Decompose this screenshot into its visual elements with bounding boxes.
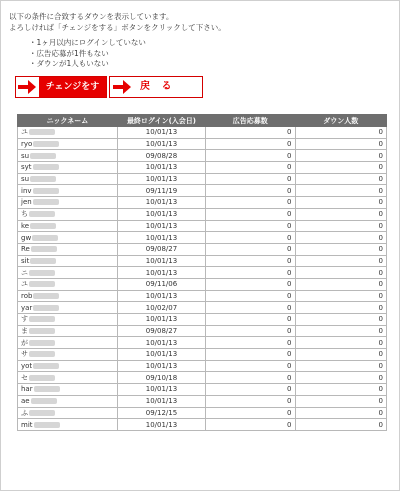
cell-last-login <box>117 384 205 396</box>
cell-down-count <box>295 360 387 372</box>
cell-last-login-text: 09/08/27 <box>145 327 178 336</box>
cell-ad-count-text: 0 <box>287 397 292 406</box>
redacted-name-blur <box>34 386 60 392</box>
cell-last-login-text: 10/01/13 <box>145 221 178 230</box>
table-row <box>18 185 387 197</box>
cell-down-count-text: 0 <box>378 327 383 336</box>
cell-nickname[interactable] <box>18 407 118 419</box>
cell-nickname-text: su <box>21 175 30 184</box>
back-button-label: 戻 る <box>140 81 176 92</box>
cell-ad-count <box>206 173 296 185</box>
cell-ad-count-text: 0 <box>287 303 292 312</box>
table-row <box>18 243 387 255</box>
cell-ad-count-text: 0 <box>287 163 292 172</box>
cell-ad-count <box>206 162 296 174</box>
cell-ad-count-text: 0 <box>287 373 292 382</box>
arrow-right-icon <box>110 77 134 97</box>
cell-nickname[interactable] <box>18 138 118 150</box>
cell-last-login-text: 10/01/13 <box>145 385 178 394</box>
cell-nickname-text: har <box>21 385 33 394</box>
redacted-name-blur <box>33 164 59 170</box>
intro-line-2: よろしければ「チェンジをする」ボタンをクリックして下さい。 <box>9 23 226 32</box>
cell-down-count-text: 0 <box>378 373 383 382</box>
cell-last-login <box>117 407 205 419</box>
cell-ad-count <box>206 220 296 232</box>
cell-nickname[interactable] <box>18 243 118 255</box>
condition-item: ・ダウンが1人もいない <box>29 59 109 68</box>
cell-ad-count <box>206 384 296 396</box>
cell-nickname[interactable] <box>18 395 118 407</box>
cell-nickname[interactable] <box>18 173 118 185</box>
table-row <box>18 162 387 174</box>
cell-ad-count-text: 0 <box>287 338 292 347</box>
cell-nickname-text: セ <box>21 373 28 382</box>
cell-down-count-text: 0 <box>378 163 383 172</box>
cell-nickname[interactable] <box>18 162 118 174</box>
cell-nickname[interactable] <box>18 197 118 209</box>
intro-text <box>9 11 226 33</box>
table-row <box>18 150 387 162</box>
cell-last-login-text: 10/01/13 <box>145 350 178 359</box>
redacted-name-blur <box>31 398 57 404</box>
cell-nickname-text: ち <box>21 210 28 219</box>
cell-nickname[interactable] <box>18 314 118 326</box>
cell-last-login <box>117 185 205 197</box>
cell-nickname[interactable] <box>18 290 118 302</box>
cell-nickname[interactable] <box>18 220 118 232</box>
arrow-right-icon <box>16 77 39 97</box>
redacted-name-blur <box>29 281 55 287</box>
cell-last-login <box>117 162 205 174</box>
cell-nickname-text: す <box>21 315 28 324</box>
cell-down-count <box>295 150 387 162</box>
cell-ad-count <box>206 395 296 407</box>
redacted-name-blur <box>33 305 59 311</box>
cell-last-login-text: 09/08/28 <box>145 151 178 160</box>
cell-ad-count-text: 0 <box>287 420 292 429</box>
cell-down-count-text: 0 <box>378 362 383 371</box>
cell-ad-count <box>206 255 296 267</box>
cell-nickname[interactable] <box>18 150 118 162</box>
table-row <box>18 395 387 407</box>
cell-down-count-text: 0 <box>378 198 383 207</box>
table-row <box>18 173 387 185</box>
cell-ad-count <box>206 407 296 419</box>
cell-ad-count-text: 0 <box>287 140 292 149</box>
cell-last-login-text: 09/11/19 <box>145 186 178 195</box>
cell-last-login-text: 10/01/13 <box>145 163 178 172</box>
cell-ad-count <box>206 150 296 162</box>
table-header-row <box>18 115 387 127</box>
cell-last-login <box>117 138 205 150</box>
cell-down-count <box>295 173 387 185</box>
cell-nickname[interactable] <box>18 349 118 361</box>
cell-nickname-text: syt <box>21 163 32 172</box>
redacted-name-blur <box>29 340 55 346</box>
cell-nickname[interactable] <box>18 127 118 139</box>
cell-last-login <box>117 243 205 255</box>
cell-last-login-text: 10/01/13 <box>145 233 178 242</box>
cell-down-count-text: 0 <box>378 186 383 195</box>
cell-ad-count <box>206 138 296 150</box>
cell-down-count <box>295 138 387 150</box>
cell-ad-count <box>206 127 296 139</box>
redacted-name-blur <box>29 375 55 381</box>
cell-last-login-text: 10/02/07 <box>145 303 178 312</box>
cell-down-count <box>295 419 387 431</box>
cell-last-login <box>117 197 205 209</box>
table-row <box>18 232 387 244</box>
cell-last-login <box>117 302 205 314</box>
cell-nickname[interactable] <box>18 232 118 244</box>
cell-last-login-text: 09/10/18 <box>145 373 178 382</box>
cell-last-login-text: 10/01/13 <box>145 362 178 371</box>
cell-last-login <box>117 150 205 162</box>
cell-nickname-text: が <box>21 338 28 347</box>
cell-last-login-text: 09/12/15 <box>145 408 178 417</box>
cell-ad-count <box>206 197 296 209</box>
cell-nickname-text: mit <box>21 420 33 429</box>
cell-last-login-text: 10/01/13 <box>145 128 178 137</box>
cell-ad-count-text: 0 <box>287 268 292 277</box>
cell-ad-count-text: 0 <box>287 256 292 265</box>
cell-down-count-text: 0 <box>378 210 383 219</box>
cell-last-login-text: 10/01/13 <box>145 420 178 429</box>
cell-ad-count-text: 0 <box>287 210 292 219</box>
cell-nickname[interactable] <box>18 384 118 396</box>
table-row <box>18 208 387 220</box>
table-row <box>18 419 387 431</box>
cell-ad-count <box>206 337 296 349</box>
cell-nickname[interactable] <box>18 302 118 314</box>
redacted-name-blur <box>29 211 55 217</box>
cell-nickname-text: ae <box>21 397 30 406</box>
cell-down-count-text: 0 <box>378 420 383 429</box>
table-row <box>18 138 387 150</box>
cell-last-login-text: 09/11/06 <box>145 280 178 289</box>
cell-down-count-text: 0 <box>378 408 383 417</box>
cell-nickname-text: sit <box>21 256 30 265</box>
table-row <box>18 384 387 396</box>
cell-ad-count <box>206 325 296 337</box>
cell-ad-count-text: 0 <box>287 151 292 160</box>
table-row <box>18 360 387 372</box>
cell-nickname-text: ryo <box>21 140 33 149</box>
cell-down-count <box>295 127 387 139</box>
cell-down-count <box>295 232 387 244</box>
table-row <box>18 372 387 384</box>
redacted-name-blur <box>33 188 59 194</box>
cell-nickname-text: ニ <box>21 268 28 277</box>
cell-last-login-text: 10/01/13 <box>145 338 178 347</box>
redacted-name-blur <box>30 258 56 264</box>
table-body <box>18 127 387 431</box>
col-header-nickname: ニックネーム <box>18 115 118 127</box>
cell-ad-count <box>206 349 296 361</box>
cell-last-login <box>117 325 205 337</box>
redacted-name-blur <box>29 129 55 135</box>
cell-last-login <box>117 314 205 326</box>
cell-last-login <box>117 337 205 349</box>
cell-last-login-text: 10/01/13 <box>145 256 178 265</box>
cell-nickname[interactable] <box>18 372 118 384</box>
cell-ad-count-text: 0 <box>287 233 292 242</box>
condition-list <box>29 38 146 70</box>
cell-last-login-text: 10/01/13 <box>145 268 178 277</box>
cell-last-login-text: 10/01/13 <box>145 175 178 184</box>
redacted-name-blur <box>30 153 56 159</box>
cell-down-count <box>295 290 387 302</box>
cell-last-login <box>117 349 205 361</box>
cell-down-count-text: 0 <box>378 245 383 254</box>
cell-last-login-text: 10/01/13 <box>145 210 178 219</box>
redacted-name-blur <box>33 199 59 205</box>
table-row <box>18 267 387 279</box>
cell-ad-count-text: 0 <box>287 186 292 195</box>
cell-ad-count <box>206 290 296 302</box>
cell-last-login <box>117 267 205 279</box>
cell-last-login <box>117 278 205 290</box>
cell-last-login-text: 10/01/13 <box>145 140 178 149</box>
col-header-down-count: ダウン人数 <box>295 115 387 127</box>
cell-ad-count <box>206 278 296 290</box>
cell-ad-count <box>206 302 296 314</box>
cell-down-count-text: 0 <box>378 151 383 160</box>
col-header-last-login: 最終ログイン(入会日) <box>117 115 205 127</box>
cell-ad-count <box>206 267 296 279</box>
cell-ad-count-text: 0 <box>287 198 292 207</box>
table-row <box>18 220 387 232</box>
cell-nickname-text: yot <box>21 362 33 371</box>
cell-down-count <box>295 349 387 361</box>
cell-down-count-text: 0 <box>378 385 383 394</box>
cell-down-count <box>295 243 387 255</box>
cell-last-login-text: 09/08/27 <box>145 245 178 254</box>
cell-down-count <box>295 395 387 407</box>
cell-ad-count <box>206 372 296 384</box>
cell-down-count <box>295 255 387 267</box>
cell-nickname[interactable] <box>18 278 118 290</box>
redacted-name-blur <box>34 422 60 428</box>
cell-ad-count-text: 0 <box>287 362 292 371</box>
cell-ad-count-text: 0 <box>287 175 292 184</box>
cell-nickname[interactable] <box>18 337 118 349</box>
cell-ad-count <box>206 243 296 255</box>
cell-down-count <box>295 162 387 174</box>
cell-last-login <box>117 232 205 244</box>
cell-ad-count <box>206 314 296 326</box>
condition-item: ・1ヶ月以内にログインしていない <box>29 38 146 47</box>
condition-item: ・広告応募が1件もない <box>29 48 109 58</box>
cell-nickname-text: ふ <box>21 408 28 417</box>
cell-down-count-text: 0 <box>378 128 383 137</box>
cell-down-count-text: 0 <box>378 221 383 230</box>
cell-nickname[interactable] <box>18 255 118 267</box>
redacted-name-blur <box>29 351 55 357</box>
cell-down-count-text: 0 <box>378 256 383 265</box>
redacted-name-blur <box>32 235 58 241</box>
cell-nickname-text: rob <box>21 291 33 300</box>
table-row <box>18 407 387 419</box>
redacted-name-blur <box>29 316 55 322</box>
cell-nickname[interactable] <box>18 267 118 279</box>
cell-nickname-text: ke <box>21 221 30 230</box>
cell-down-count <box>295 384 387 396</box>
table-row <box>18 255 387 267</box>
back-button[interactable] <box>109 76 203 98</box>
cell-nickname-text: jen <box>21 198 32 207</box>
table-row <box>18 325 387 337</box>
cell-last-login <box>117 173 205 185</box>
change-button-label: チェンジをする <box>39 77 106 97</box>
redacted-name-blur <box>33 363 59 369</box>
cell-last-login-text: 10/01/13 <box>145 315 178 324</box>
cell-nickname[interactable] <box>18 208 118 220</box>
redacted-name-blur <box>29 410 55 416</box>
cell-nickname-text: su <box>21 151 30 160</box>
cell-ad-count <box>206 232 296 244</box>
redacted-name-blur <box>30 223 56 229</box>
cell-last-login <box>117 372 205 384</box>
redacted-name-blur <box>33 293 59 299</box>
cell-last-login-text: 10/01/13 <box>145 397 178 406</box>
cell-down-count <box>295 185 387 197</box>
cell-down-count <box>295 372 387 384</box>
cell-ad-count-text: 0 <box>287 327 292 336</box>
table-row <box>18 302 387 314</box>
cell-last-login <box>117 419 205 431</box>
cell-ad-count <box>206 185 296 197</box>
cell-ad-count <box>206 208 296 220</box>
col-header-ad-count: 広告応募数 <box>206 115 296 127</box>
cell-nickname-text: inv <box>21 186 32 195</box>
cell-down-count <box>295 197 387 209</box>
cell-last-login-text: 10/01/13 <box>145 198 178 207</box>
cell-down-count-text: 0 <box>378 315 383 324</box>
cell-nickname-text: Re <box>21 245 30 254</box>
table-row <box>18 337 387 349</box>
change-button[interactable] <box>15 76 107 112</box>
intro-line-1: 以下の条件に合致するダウンを表示しています。 <box>9 12 174 21</box>
down-member-table <box>17 114 387 431</box>
cell-down-count-text: 0 <box>378 350 383 359</box>
cell-ad-count-text: 0 <box>287 385 292 394</box>
redacted-name-blur <box>30 176 56 182</box>
table-row <box>18 197 387 209</box>
table-row <box>18 349 387 361</box>
cell-ad-count-text: 0 <box>287 315 292 324</box>
redacted-name-blur <box>31 246 57 252</box>
cell-last-login <box>117 290 205 302</box>
cell-nickname[interactable] <box>18 360 118 372</box>
cell-nickname-text: gw <box>21 233 32 242</box>
cell-last-login <box>117 360 205 372</box>
cell-down-count-text: 0 <box>378 338 383 347</box>
cell-last-login <box>117 220 205 232</box>
cell-nickname[interactable] <box>18 419 118 431</box>
cell-ad-count-text: 0 <box>287 408 292 417</box>
cell-down-count-text: 0 <box>378 140 383 149</box>
redacted-name-blur <box>29 328 55 334</box>
table-row <box>18 290 387 302</box>
cell-down-count-text: 0 <box>378 233 383 242</box>
cell-down-count <box>295 325 387 337</box>
cell-ad-count-text: 0 <box>287 221 292 230</box>
cell-nickname-text: ユ <box>21 128 28 137</box>
cell-last-login <box>117 395 205 407</box>
cell-ad-count-text: 0 <box>287 350 292 359</box>
cell-nickname-text: サ <box>21 350 28 359</box>
cell-down-count <box>295 302 387 314</box>
cell-ad-count-text: 0 <box>287 291 292 300</box>
table-row <box>18 314 387 326</box>
cell-down-count <box>295 337 387 349</box>
cell-ad-count-text: 0 <box>287 280 292 289</box>
cell-nickname-text: ユ <box>21 280 28 289</box>
table-row <box>18 278 387 290</box>
cell-down-count <box>295 267 387 279</box>
cell-ad-count <box>206 419 296 431</box>
cell-last-login <box>117 127 205 139</box>
cell-ad-count-text: 0 <box>287 245 292 254</box>
cell-down-count-text: 0 <box>378 291 383 300</box>
cell-nickname-text: ま <box>21 327 28 336</box>
cell-last-login <box>117 255 205 267</box>
cell-last-login <box>117 208 205 220</box>
redacted-name-blur <box>29 270 55 276</box>
cell-down-count <box>295 314 387 326</box>
cell-down-count-text: 0 <box>378 303 383 312</box>
redacted-name-blur <box>33 141 59 147</box>
cell-down-count <box>295 220 387 232</box>
cell-down-count <box>295 208 387 220</box>
cell-down-count-text: 0 <box>378 280 383 289</box>
table-row <box>18 127 387 139</box>
cell-nickname-text: yar <box>21 303 33 312</box>
cell-down-count-text: 0 <box>378 268 383 277</box>
cell-ad-count-text: 0 <box>287 128 292 137</box>
cell-down-count <box>295 278 387 290</box>
cell-nickname[interactable] <box>18 185 118 197</box>
cell-last-login-text: 10/01/13 <box>145 291 178 300</box>
cell-down-count-text: 0 <box>378 175 383 184</box>
cell-nickname[interactable] <box>18 325 118 337</box>
cell-ad-count <box>206 360 296 372</box>
cell-down-count <box>295 407 387 419</box>
cell-down-count-text: 0 <box>378 397 383 406</box>
